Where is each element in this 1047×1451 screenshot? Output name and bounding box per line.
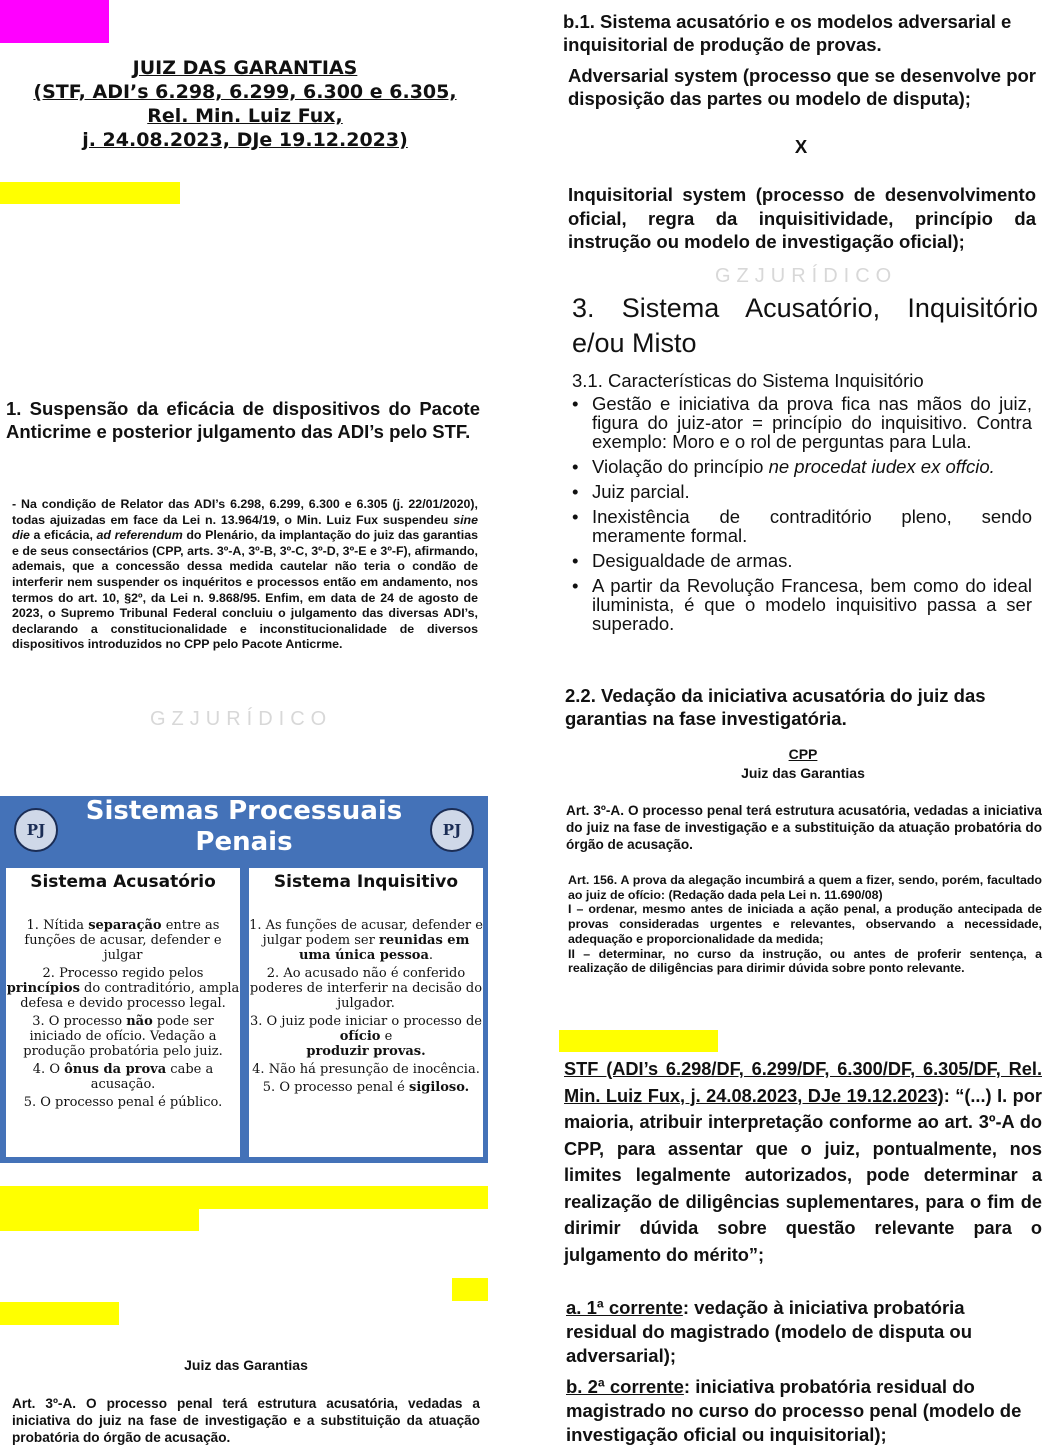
inquisitorial-text: Inquisitorial system (processo de desenvolvimento oficial, regra da inquisitividade, princípio da instrução ou modelo de investigação oficial); [568, 184, 1036, 252]
art3a-text: Art. 3º-A. O processo penal terá estrutura acusatória, vedadas a iniciativa do juiz na fase de investigação e a substituição da atuação probatória do órgão de acusação. [12, 1396, 480, 1445]
art156-text [568, 873, 1042, 976]
list-item: produzir provas. [306, 1044, 426, 1059]
title-line: JUIZ DAS GARANTIAS [132, 57, 358, 79]
list-item: • Juiz parcial. [570, 482, 1032, 501]
pj-logo-icon: PJ [14, 808, 58, 852]
art3a-text: Art. 3º-A. O processo penal terá estrutura acusatória, vedadas a iniciativa do juiz na fase de investigação e a substituição da atuação probatória do órgão de acusação. [566, 803, 1042, 852]
highlight-bar [0, 1186, 488, 1209]
list-item: 5. O processo penal é sigiloso. [262, 1080, 470, 1095]
highlight-bar [0, 1302, 119, 1325]
section3-title: 3. Sistema Acusatório, Inquisitório e/ou Misto [572, 293, 1038, 358]
title-line: (STF, ADI’s 6.298, 6.299, 6.300 e 6.305, [33, 81, 457, 103]
corrente-label: a. 1ª corrente [566, 1297, 683, 1318]
juiz-label: Juiz das Garantias [741, 765, 865, 781]
column-heading: Sistema Acusatório [30, 872, 216, 892]
list-item: 2. Processo regido pelos princípios do contraditório, ampla defesa e devido processo legal. [6, 966, 240, 1011]
versus-x: X [794, 136, 808, 157]
list-item: 2. Ao acusado não é conferido poderes de interferir na decisão do julgador. [249, 966, 483, 1011]
juiz-label: Juiz das Garantias [184, 1357, 308, 1373]
section31-heading: 3.1. Características do Sistema Inquisitório [572, 370, 924, 391]
list-item: • Inexistência de contraditório pleno, sendo meramente formal. [570, 507, 1032, 545]
paragraph-text: do Plenário, da implantação do juiz das garantias e de seus consectários (CPP, arts. 3º-A, 3º-B, 3º-C, 3º-D, 3º-E e 3º-F), afirmando, ademais, que a concessão dessa medida cautelar não teria o condão de interferir nem suspender os inquéritos e processos então em andamento, nos termos do art. 10, §2º, da Lei n. 9.868/95. Enfim, em data de 24 de agosto de 2023, o Supremo Tribunal Federal concluiu o julgamento das diversas ADI’s, declarando a constitucionalidade e inconstitucionalidade de diversos dispositivos introduzidos no CPP pelo Pacote Anticrme. [12, 528, 478, 652]
corrente-label: b. 2ª corrente [566, 1376, 684, 1397]
title-line: Rel. Min. Luiz Fux, [147, 105, 343, 127]
list-item: 1. As funções de acusar, defender e julgar podem ser reunidas em uma única pessoa. [249, 918, 483, 963]
adversarial-text: Adversarial system (processo que se desenvolve por disposição das partes ou modelo de disputa); [568, 65, 1036, 109]
art156-item: I – ordenar, mesmo antes de iniciada a ação penal, a produção antecipada de provas consideradas urgentes e relevantes, observando a necessidade, adequação e proporcionalidade da medida; [568, 902, 1042, 946]
section-heading: 1. Suspensão da eficácia de dispositivos do Pacote Anticrime e posterior julgamento das ADI’s pelo STF. [6, 398, 480, 442]
watermark: GZJURÍDICO [150, 708, 333, 730]
highlight-bar [0, 182, 180, 204]
infographic-title-line: Sistemas Processuais [85, 796, 403, 826]
infographic-title [0, 796, 488, 858]
list-item: 4. Não há presunção de inocência. [252, 1062, 480, 1077]
stf-decision [564, 1056, 1042, 1268]
paragraph-text: - Na condição de Relator das ADI’s 6.298, 6.299, 6.300 e 6.305 (j. 22/01/2020), todas ajuizadas em face da Lei n. 13.964/19, o Min. Luiz Fux suspendeu [12, 497, 478, 527]
characteristics-list [570, 394, 1032, 635]
corrente-text: : vedação à iniciativa probatória residual do magistrado (modelo de disputa ou adversarial); [566, 1297, 973, 1366]
stf-citation: STF (ADI’s 6.298/DF, 6.299/DF, 6.300/DF, 6.305/DF, Rel. Min. Luiz Fux, j. 24.08.2023, DJe 19.12.2023) [564, 1059, 1042, 1106]
list-item: 3. O juiz pode iniciar o processo de ofício e [249, 1014, 482, 1044]
paragraph-italic: ad referendum [96, 528, 183, 543]
infographic-title-line: Penais [195, 827, 293, 857]
art156-item: II – determinar, no curso da instrução, ou antes de proferir sentença, a realização de diligências para dirimir dúvida sobre ponto relevante. [568, 946, 1042, 976]
section22-heading: 2.2. Vedação da iniciativa acusatória do juiz das garantias na fase investigatória. [565, 685, 986, 729]
list-item: • Gestão e iniciativa da prova fica nas mãos do juiz, figura do juiz-ator = princípio do inquisitivo. Contra exemplo: Moro e o rol de perguntas para Lula. [570, 394, 1032, 451]
acusatorio-column [6, 868, 240, 1157]
list-item: 5. O processo penal é público. [23, 1095, 223, 1110]
highlight-bar [0, 1209, 199, 1231]
watermark: GZJURÍDICO [715, 265, 898, 287]
list-item: 1. Nítida separação entre as funções de acusar, defender e julgar [24, 918, 222, 963]
paragraph-italic: sine die [12, 512, 478, 543]
stf-text: : “(...) I. por maioria, atribuir interpretação conforme ao art. 3º-A do CPP, para assentar que o juiz, pontualmente, nos limites legalmente autorizados, pode determinar a realização de diligências suplementares, para o fim de dirimir dúvida sobre questão relevante para o julgamento do mérito”; [564, 1085, 1042, 1265]
corrente-a [566, 1296, 1038, 1368]
corrente-text: : iniciativa probatória residual do magistrado no curso do processo penal (modelo de investigação oficial ou inquisitorial); [566, 1376, 1022, 1445]
highlight-bar [559, 1030, 718, 1052]
title-line: j. 24.08.2023, DJe 19.12.2023) [82, 129, 408, 151]
paragraph-text: a eficácia, [29, 528, 97, 543]
list-item: 3. O processo não pode ser iniciado de ofício. Vedação a produção probatória pelo juiz. [23, 1014, 223, 1059]
list-item: • A partir da Revolução Francesa, bem como do ideal iluminista, é que o modelo inquisitivo passa a ser superado. [570, 576, 1032, 633]
list-item: • Violação do princípio ne procedat iudex ex offcio. [570, 457, 1032, 476]
list-item: 4. O ônus da prova cabe a acusação. [32, 1062, 214, 1092]
page-title [0, 56, 490, 152]
section-paragraph [12, 497, 478, 653]
list-item: • Desigualdade de armas. [570, 551, 1032, 570]
column-heading: Sistema Inquisitivo [273, 872, 459, 892]
highlight-bar [452, 1278, 488, 1301]
cpp-label: CPP [788, 746, 818, 762]
column-list [6, 918, 240, 1110]
pj-logo-icon: PJ [430, 808, 474, 852]
corrente-b [566, 1375, 1044, 1447]
inquisitivo-column [249, 868, 483, 1157]
column-list [249, 918, 483, 1095]
magenta-block [0, 0, 109, 43]
art156-intro: Art. 156. A prova da alegação incumbirá a quem a fizer, sendo, porém, facultado ao juiz de ofício: (Redação dada pela Lei n. 11.690/08) [568, 873, 1042, 902]
b1-heading: b.1. Sistema acusatório e os modelos adversarial e inquisitorial de produção de provas. [563, 11, 1012, 55]
